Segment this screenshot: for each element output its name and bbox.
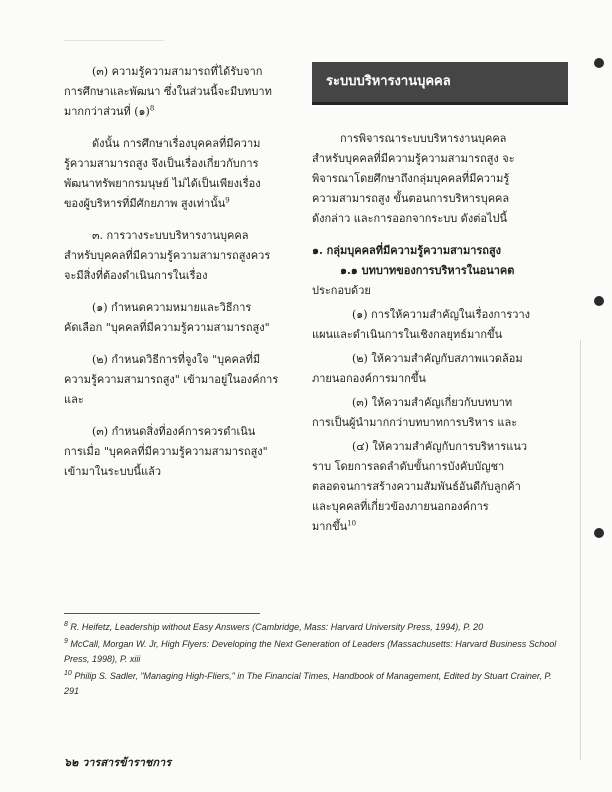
paragraph-line: สำหรับบุคคลที่มีความรู้ความสามารถสูง จะ (312, 152, 515, 165)
paragraph-line: มากขึ้น$^{10}$ (312, 519, 357, 533)
paragraph: (๓) กำหนดสิ่งที่องค์การควรดำเนิน (92, 425, 256, 438)
paragraph-line: ราบ โดยการลดลำดับขั้นการบังคับบัญชา (312, 460, 505, 473)
paragraph: การพิจารณาระบบบริหารงานบุคคล (340, 132, 507, 145)
header-rule (64, 40, 164, 41)
paragraph-line: ดังกล่าว และการออกจากระบบ ดังต่อไปนี้ (312, 212, 507, 225)
right-column (312, 62, 568, 537)
footnote: $^9$ McCall, Morgan W. Jr, High Flyers: Developing the Next Generation of Leaders (Massachusetts: Harvard Business School Press, 1998), P. xiii (64, 638, 557, 664)
paragraph-line: การเมื่อ "บุคคลที่มีความรู้ความสามารถสูง" (64, 445, 268, 458)
paragraph: ๑.๑ บทบาทของการบริหารในอนาคต (340, 264, 515, 277)
paragraph-line: ของผู้บริหารที่มีศักยภาพ สูงเท่านั้น$^9$ (64, 196, 230, 210)
list-item: (๑) การให้ความสำคัญในเรื่องการวาง (352, 308, 531, 321)
paragraph-line: ภายนอกองค์การมากขึ้น (312, 372, 426, 385)
punch-hole (594, 58, 604, 68)
footnote-ref: 9 (225, 196, 230, 205)
paragraph-line: มากกว่าส่วนที่ (๑)$^8$ (64, 104, 155, 118)
paragraph-line: เข้ามาในระบบนี้แล้ว (64, 465, 162, 478)
paragraph-line: ประกอบด้วย (312, 284, 371, 297)
paragraph-line: ความสามารถสูง ขั้นตอนการบริหารบุคคล (312, 192, 510, 205)
paragraph-line: คัดเลือก "บุคคลที่มีความรู้ความสามารถสูง" (64, 321, 270, 334)
paragraph-line: ความรู้ความสามารถสูง" เข้ามาอยู่ในองค์การ (64, 373, 279, 386)
paragraph-line: จะมีสิ่งที่ต้องดำเนินการในเรื่อง (64, 269, 208, 282)
paragraph-line: แผนและดำเนินการในเชิงกลยุทธ์มากขึ้น (312, 328, 503, 341)
paragraph-line: พิจารณาโดยศึกษาถึงกลุ่มบุคคลที่มีความรู้ (312, 172, 510, 185)
footnote-divider (64, 613, 260, 614)
paragraph: (๑) กำหนดความหมายและวิธีการ (92, 301, 252, 314)
paragraph: ๓. การวางระบบบริหารงานบุคคล (92, 229, 249, 242)
paragraph: (๓) ความรู้ความสามารถที่ได้รับจาก (92, 65, 263, 78)
paragraph-line: สำหรับบุคคลที่มีความรู้ความสามารถสูงควร (64, 249, 271, 262)
punch-hole (594, 296, 604, 306)
list-item: (๔) ให้ความสำคัญกับการบริหารแนว (352, 440, 528, 453)
page-footer: ๖๒ วารสารข้าราชการ (64, 756, 172, 769)
paragraph-line: และบุคคลที่เกี่ยวข้องภายนอกองค์การ (312, 500, 489, 513)
punch-hole (594, 528, 604, 538)
footnote-ref: 10 (347, 519, 357, 528)
footnote-ref: 8 (149, 104, 155, 113)
left-column (64, 62, 290, 482)
list-item: (๓) ให้ความสำคัญเกี่ยวกับบทบาท (352, 396, 513, 409)
paragraph: (๒) กำหนดวิธีการที่จูงใจ "บุคคลที่มี (92, 353, 261, 366)
paragraph-line: การเป็นผู้นำมากกว่าบทบาทการบริหาร และ (312, 416, 518, 429)
paragraph-line: ตลอดจนการสร้างความสัมพันธ์อันดีกับลูกค้า (312, 480, 521, 493)
subsection-title: ๑. กลุ่มบุคคลที่มีความรู้ความสามารถสูง (312, 244, 502, 257)
paragraph-line: พัฒนาทรัพยากรมนุษย์ ไม่ได้เป็นเพียงเรื่อง (64, 177, 261, 190)
paragraph-line: รู้ความสามารถสูง จึงเป็นเรื่องเกี่ยวกับการ (64, 157, 259, 170)
footnotes (64, 620, 564, 701)
list-item: (๒) ให้ความสำคัญกับสภาพแวดล้อม (352, 352, 523, 365)
margin-rule (580, 340, 581, 760)
paragraph-line: การศึกษาและพัฒนา ซึ่งในส่วนนี้จะมีบทบาท (64, 85, 272, 98)
footnote: $^8$ R. Heifetz, Leadership without Easy Answers (Cambridge, Mass: Harvard University Press, 1994), P. 20 (64, 621, 484, 632)
paragraph: ดังนั้น การศึกษาเรื่องบุคคลที่มีความ (92, 137, 261, 150)
paragraph-line: และ (64, 393, 84, 406)
footnote: $^{10}$ Philip S. Sadler, "Managing High-Fliers," in The Financial Times, Handbook of Management, Edited by Stuart Crainer, P. 291 (64, 670, 552, 696)
section-heading: ระบบบริหารงานบุคคล (312, 62, 568, 105)
